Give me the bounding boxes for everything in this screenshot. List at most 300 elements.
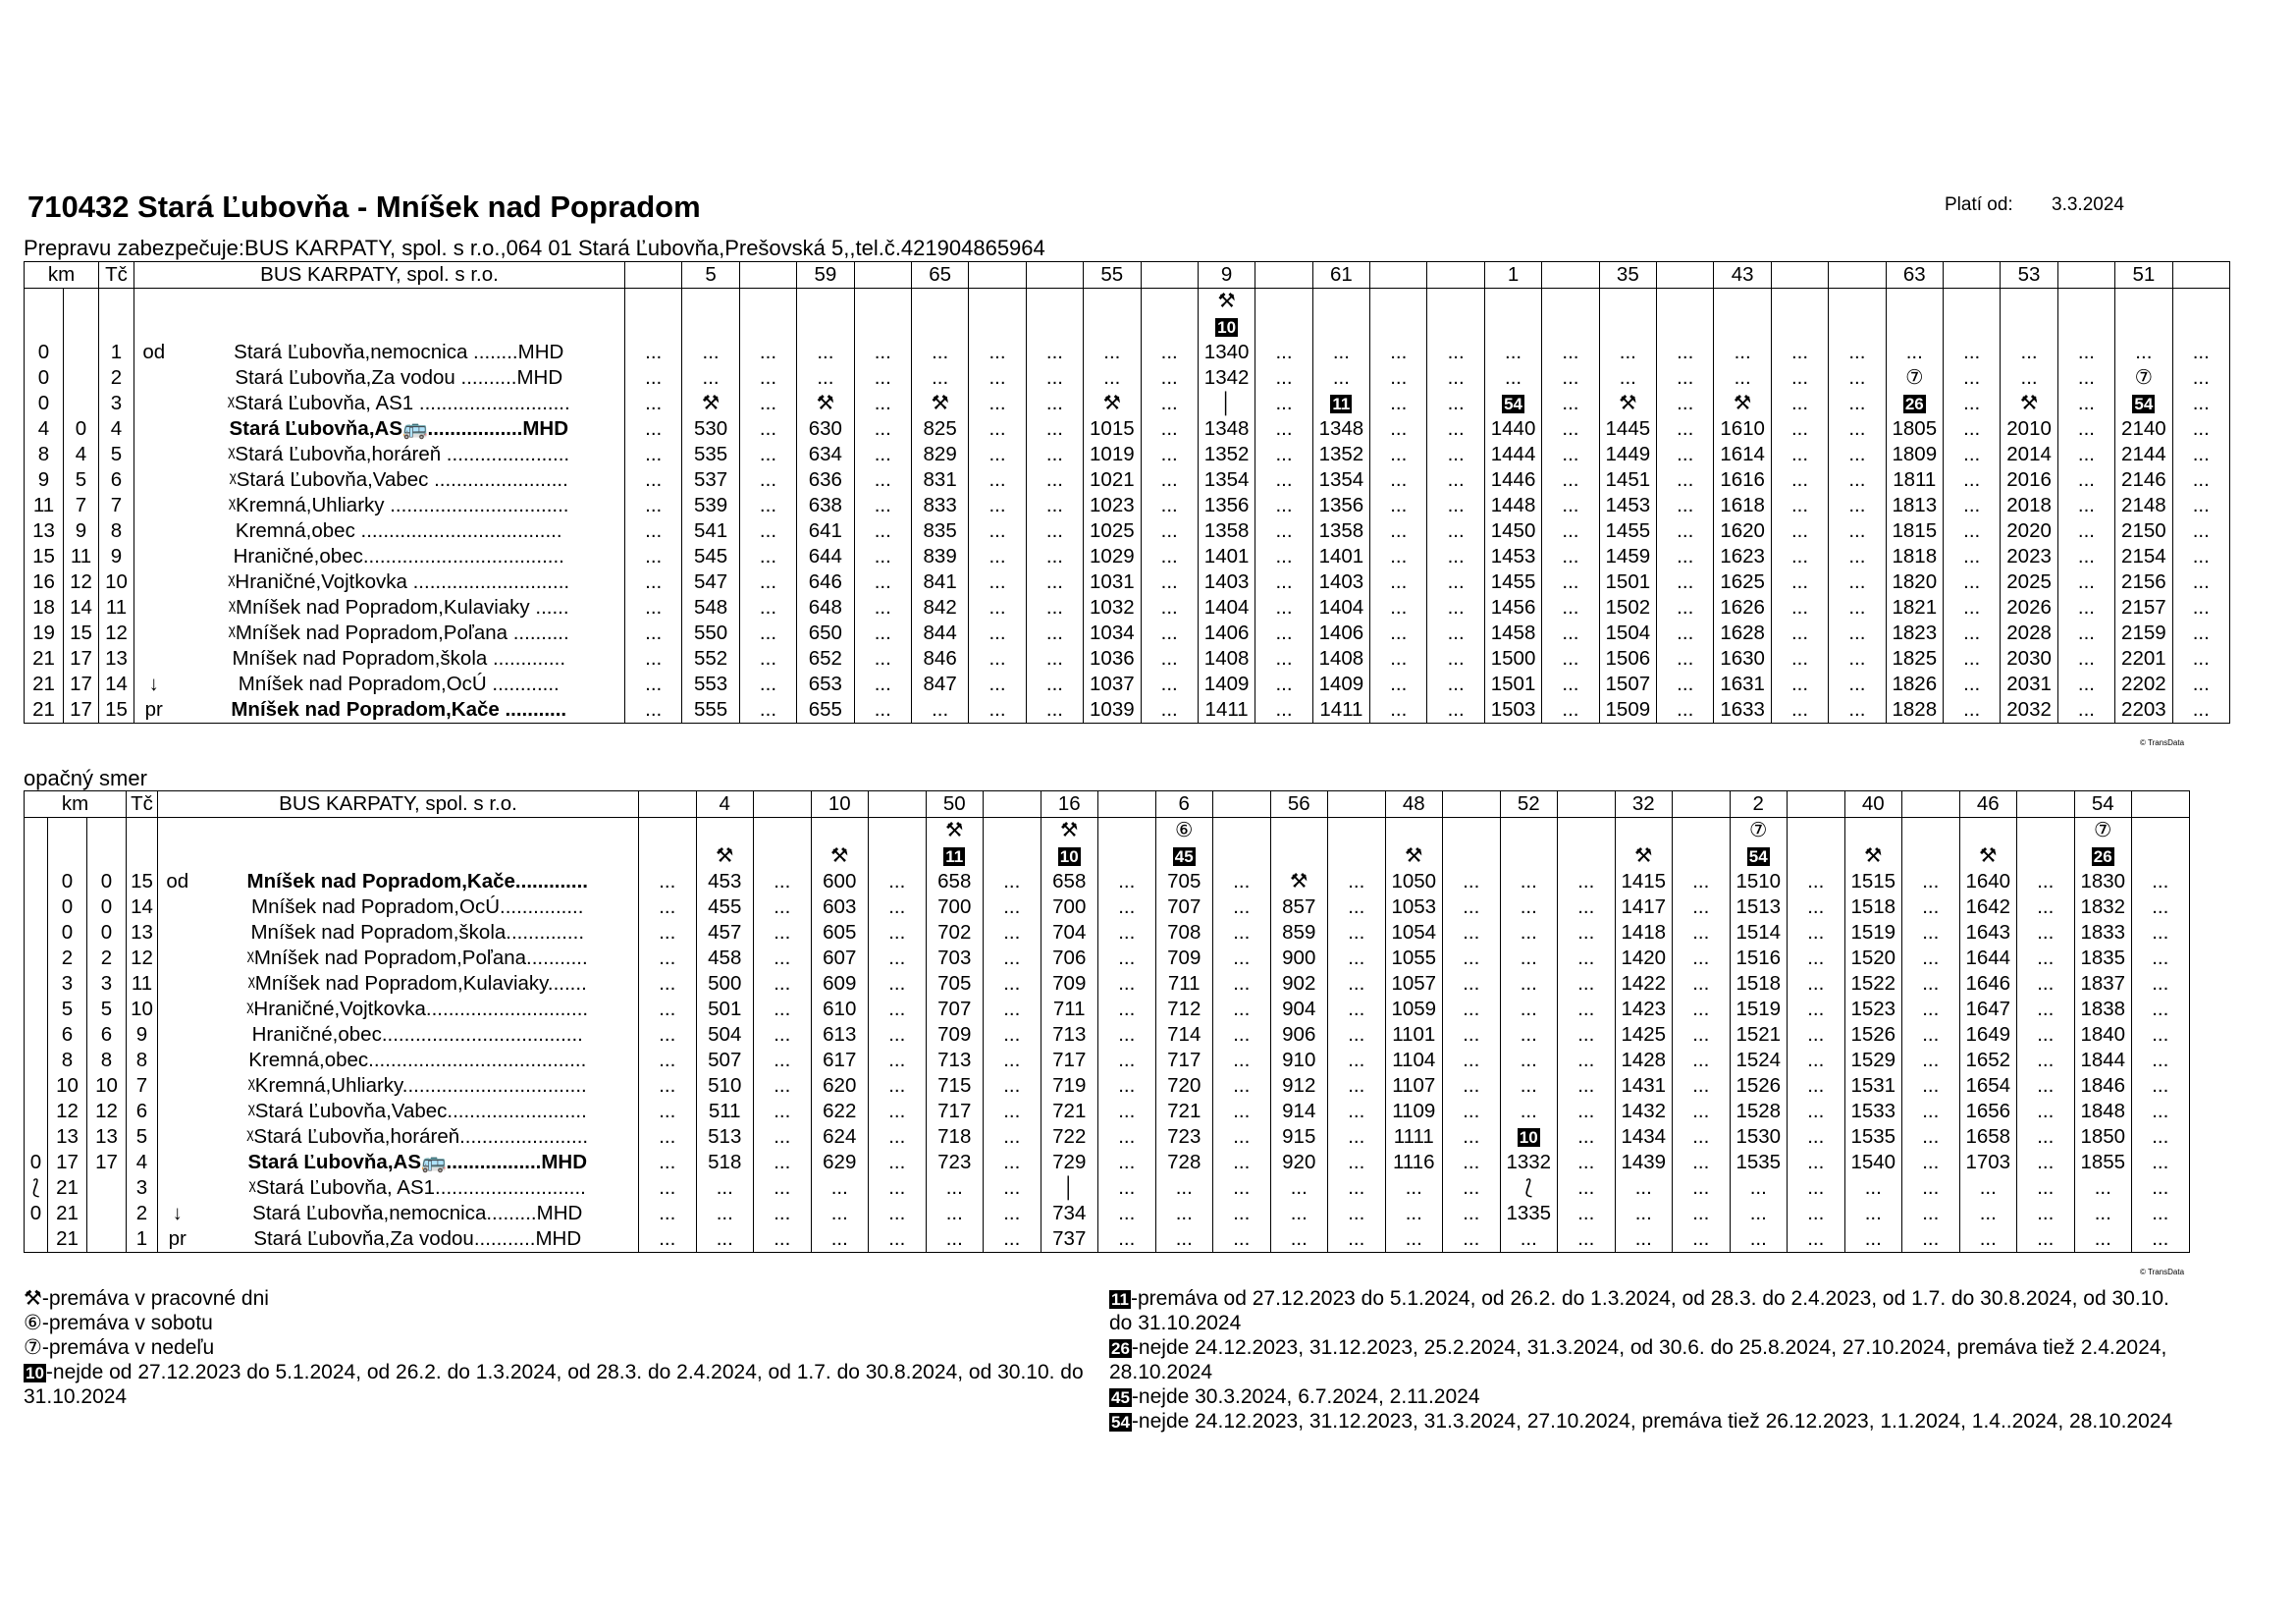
time-cell: 1420 — [1615, 946, 1673, 971]
time-cell: 1507 — [1599, 672, 1656, 697]
time-cell: 713 — [926, 1048, 984, 1073]
time-cell: ... — [639, 1175, 697, 1201]
trip-number — [869, 791, 927, 818]
time-cell: 1855 — [2074, 1150, 2132, 1175]
km-cell — [25, 1073, 48, 1099]
time-cell: ... — [1714, 340, 1771, 365]
time-cell: 720 — [1155, 1073, 1213, 1099]
time-cell: ... — [1673, 1048, 1731, 1073]
time-cell: 1654 — [1959, 1073, 2017, 1099]
time-cell: 1015 — [1084, 416, 1141, 442]
time-cell: ⚒ — [1714, 391, 1771, 416]
time-cell: ... — [2132, 1048, 2190, 1073]
time-cell: ... — [1255, 340, 1312, 365]
time-cell: ... — [1484, 340, 1541, 365]
time-cell: 1630 — [1714, 646, 1771, 672]
time-cell: ... — [1771, 544, 1828, 569]
time-cell: ... — [969, 595, 1026, 621]
time-cell: ... — [2172, 493, 2229, 518]
time-cell: ... — [1730, 1226, 1788, 1253]
time-cell: ... — [2132, 1073, 2190, 1099]
time-cell: 1335 — [1500, 1201, 1558, 1226]
trip-number — [854, 262, 911, 289]
time-cell: 2202 — [2115, 672, 2172, 697]
time-cell: 457 — [696, 920, 754, 946]
time-cell: ... — [1270, 1226, 1328, 1253]
trip-mark — [1714, 289, 1771, 315]
time-cell: ... — [625, 544, 682, 569]
trip-number: 2 — [1730, 791, 1788, 818]
time-cell: ... — [2132, 1150, 2190, 1175]
time-cell: ... — [625, 621, 682, 646]
time-cell: ... — [1141, 416, 1198, 442]
time-cell: ... — [1255, 697, 1312, 724]
time-cell: ... — [1673, 946, 1731, 971]
trip-mark — [1213, 843, 1271, 869]
trip-mark — [1500, 843, 1558, 869]
trip-mark — [1714, 314, 1771, 340]
km-cell: 6 — [48, 1022, 87, 1048]
time-cell: ... — [2017, 1226, 2075, 1253]
time-cell: 723 — [926, 1150, 984, 1175]
time-cell: ... — [969, 493, 1026, 518]
time-cell: 1610 — [1714, 416, 1771, 442]
trip-mark — [1198, 314, 1255, 340]
time-cell: ... — [625, 697, 682, 724]
footnote-code-badge: 45 — [1111, 1388, 1130, 1407]
time-cell: ... — [1542, 467, 1599, 493]
time-cell: ... — [1255, 442, 1312, 467]
stop-name: ᵡStará Ľubovňa,horáreň....................... — [246, 1125, 589, 1148]
km-cell: 17 — [64, 672, 99, 697]
time-cell: ... — [1370, 544, 1427, 569]
time-cell: ... — [2017, 869, 2075, 894]
time-cell: ... — [854, 697, 911, 724]
time-cell: 829 — [911, 442, 968, 467]
time-cell: ... — [1771, 442, 1828, 467]
trip-mark — [1098, 818, 1156, 844]
tc-cell: 7 — [127, 1073, 158, 1099]
time-cell: ... — [869, 997, 927, 1022]
time-cell: 610 — [811, 997, 869, 1022]
km-cell: 2 — [48, 946, 87, 971]
stop-name: Stará Ľubovňa,nemocnica ........MHD — [234, 341, 564, 363]
stop-name: Mníšek nad Popradom,Kače ........... — [174, 697, 625, 724]
time-cell: ... — [1558, 1022, 1616, 1048]
trip-mark: ⚒ — [1385, 843, 1443, 869]
time-cell: ... — [1328, 1175, 1386, 1201]
time-cell: ... — [2057, 416, 2114, 442]
trip-mark — [1829, 289, 1886, 315]
spacer-cell — [197, 843, 639, 869]
time-cell: ... — [854, 569, 911, 595]
time-cell: ... — [2172, 569, 2229, 595]
time-cell: ... — [625, 595, 682, 621]
km-cell: 15 — [64, 621, 99, 646]
time-cell: ... — [1026, 621, 1083, 646]
km-cell: 21 — [25, 646, 64, 672]
time-cell: 1415 — [1615, 869, 1673, 894]
time-cell: ... — [1427, 595, 1484, 621]
time-cell: ... — [754, 1201, 812, 1226]
trip-mark — [1788, 818, 1845, 844]
time-cell: 703 — [926, 946, 984, 971]
trip-mark — [1771, 314, 1828, 340]
stop-name: Stará Ľubovňa,Za vodou ..........MHD — [235, 366, 563, 389]
time-cell: 518 — [696, 1150, 754, 1175]
time-cell: ... — [1657, 518, 1714, 544]
time-cell: ... — [1328, 971, 1386, 997]
time-cell: 1354 — [1312, 467, 1369, 493]
tc-cell: 4 — [127, 1150, 158, 1175]
time-cell: ... — [1312, 340, 1369, 365]
footnote — [1109, 1335, 2189, 1384]
time-cell: ... — [1098, 1175, 1156, 1201]
stop-row — [25, 946, 2190, 971]
time-cell: ... — [1844, 1226, 1902, 1253]
time-cell: ... — [2132, 1022, 2190, 1048]
restriction-code-badge: 10 — [1059, 847, 1079, 866]
time-cell: ... — [1141, 569, 1198, 595]
time-cell: ... — [1558, 1073, 1616, 1099]
km-cell: 0 — [48, 920, 87, 946]
time-cell: ... — [639, 1150, 697, 1175]
trip-mark — [682, 314, 739, 340]
stop-row — [25, 467, 2230, 493]
time-cell: ... — [1771, 467, 1828, 493]
time-cell: ... — [754, 869, 812, 894]
stop-name: ᵡStará Ľubovňa, AS1 ........................... — [227, 392, 570, 414]
km-cell — [87, 1175, 127, 1201]
notes-left — [24, 1286, 1084, 1409]
trip-mark — [1312, 289, 1369, 315]
time-cell: ... — [1328, 1022, 1386, 1048]
time-cell: 859 — [1270, 920, 1328, 946]
time-cell: ... — [854, 672, 911, 697]
time-cell: 1053 — [1385, 894, 1443, 920]
time-cell: ... — [1673, 1124, 1731, 1150]
time-cell: 1825 — [1886, 646, 1943, 672]
time-cell: 1039 — [1084, 697, 1141, 724]
time-cell: ... — [854, 544, 911, 569]
km-cell — [25, 1022, 48, 1048]
time-cell: ... — [639, 1099, 697, 1124]
trip-mark — [1155, 843, 1213, 869]
time-cell: 1449 — [1599, 442, 1656, 467]
time-cell: ... — [1427, 340, 1484, 365]
footnote-text: -nejde 24.12.2023, 31.12.2023, 25.2.2024, 31.3.2024, od 30.6. do 25.8.2024, 27.10.2024, premáva tiež 2.4.2024, 28.10.2024 — [1109, 1336, 2167, 1383]
time-cell: ... — [1213, 946, 1271, 971]
time-cell: 844 — [911, 621, 968, 646]
time-cell: ... — [1788, 997, 1845, 1022]
time-cell: 658 — [926, 869, 984, 894]
time-cell: ... — [2057, 646, 2114, 672]
time-cell: ... — [1026, 442, 1083, 467]
time-cell: ... — [1427, 467, 1484, 493]
time-cell: 2010 — [2001, 416, 2057, 442]
time-cell: 1815 — [1886, 518, 1943, 544]
time-cell: ... — [1443, 1124, 1501, 1150]
time-cell: 1614 — [1714, 442, 1771, 467]
time-cell: ... — [625, 442, 682, 467]
time-cell: ... — [1943, 672, 2000, 697]
spacer-cell — [25, 818, 48, 844]
time-cell: ... — [854, 621, 911, 646]
time-cell: ... — [739, 391, 796, 416]
time-cell: ... — [1213, 1022, 1271, 1048]
time-cell: ... — [1902, 1201, 1960, 1226]
time-cell: ... — [1542, 569, 1599, 595]
spacer-cell — [99, 314, 134, 340]
tc-cell: 15 — [99, 697, 134, 724]
time-cell: ... — [1771, 518, 1828, 544]
time-cell: ... — [1943, 595, 2000, 621]
trip-number: 35 — [1599, 262, 1656, 289]
time-cell: 650 — [797, 621, 854, 646]
time-cell: ... — [2132, 997, 2190, 1022]
time-cell: 1034 — [1084, 621, 1141, 646]
time-cell: 1037 — [1084, 672, 1141, 697]
time-cell: ... — [1026, 672, 1083, 697]
departure-flag — [158, 1124, 197, 1150]
time-cell: ... — [1500, 946, 1558, 971]
time-cell: 1818 — [1886, 544, 1943, 569]
tc-cell: 14 — [99, 672, 134, 697]
time-cell: ... — [1657, 442, 1714, 467]
time-cell: ... — [1084, 365, 1141, 391]
stop-row — [25, 1201, 2190, 1226]
tc-cell: 9 — [127, 1022, 158, 1048]
time-cell: 1844 — [2074, 1048, 2132, 1073]
time-cell: ... — [639, 1073, 697, 1099]
trip-number — [984, 791, 1041, 818]
time-cell: ... — [2132, 946, 2190, 971]
header-km: km — [25, 791, 127, 818]
time-cell: ... — [2172, 672, 2229, 697]
stop-name: Stará Ľubovňa,nemocnica.........MHD — [252, 1202, 583, 1224]
time-cell: ... — [1500, 1048, 1558, 1073]
stop-name: ᵡHraničné,Vojtkovka ............................ — [228, 570, 570, 593]
tc-cell: 2 — [99, 365, 134, 391]
trip-mark — [969, 314, 1026, 340]
time-cell: ... — [1098, 1201, 1156, 1226]
time-cell: ... — [1098, 869, 1156, 894]
header-carrier: BUS KARPATY, spol. s r.o. — [134, 262, 625, 289]
time-cell: 552 — [682, 646, 739, 672]
km-cell: 13 — [48, 1124, 87, 1150]
time-cell: 1404 — [1198, 595, 1255, 621]
time-cell: 705 — [1155, 869, 1213, 894]
time-cell: 504 — [696, 1022, 754, 1048]
time-cell: 906 — [1270, 1022, 1328, 1048]
time-cell: ... — [2132, 1201, 2190, 1226]
time-cell: ... — [1558, 1226, 1616, 1253]
time-cell: ... — [1312, 365, 1369, 391]
trip-number: 48 — [1385, 791, 1443, 818]
time-cell: ... — [1673, 1175, 1731, 1201]
km-cell: 2 — [87, 946, 127, 971]
time-cell: 539 — [682, 493, 739, 518]
table-header-row — [25, 262, 2230, 289]
time-cell: 624 — [811, 1124, 869, 1150]
time-cell: ... — [1026, 697, 1083, 724]
time-cell: ... — [869, 894, 927, 920]
time-cell: 1501 — [1484, 672, 1541, 697]
km-cell — [87, 1201, 127, 1226]
stop-name: Mníšek nad Popradom,škola ............. — [232, 647, 566, 670]
trip-mark — [1730, 843, 1788, 869]
km-cell: 10 — [48, 1073, 87, 1099]
time-cell: 1455 — [1599, 518, 1656, 544]
time-cell: ... — [1443, 894, 1501, 920]
footnote — [24, 1311, 1084, 1335]
time-cell: ... — [869, 920, 927, 946]
time-cell: 530 — [682, 416, 739, 442]
time-cell: 1503 — [1484, 697, 1541, 724]
time-cell: ... — [2017, 1048, 2075, 1073]
time-cell: ... — [984, 997, 1041, 1022]
time-cell: ... — [625, 467, 682, 493]
spacer-cell — [174, 314, 625, 340]
km-cell — [25, 1099, 48, 1124]
time-cell: ... — [1673, 1226, 1731, 1253]
time-cell: 902 — [1270, 971, 1328, 997]
time-cell: ... — [1829, 697, 1886, 724]
time-cell: ... — [1673, 920, 1731, 946]
time-cell: ... — [682, 340, 739, 365]
time-cell: ... — [1829, 416, 1886, 442]
time-cell: ... — [1657, 544, 1714, 569]
restriction-code-badge: 54 — [1748, 847, 1768, 866]
time-cell: ... — [1443, 869, 1501, 894]
time-cell: 1514 — [1730, 920, 1788, 946]
time-cell: ... — [984, 1226, 1041, 1253]
footnote — [24, 1286, 1084, 1311]
time-cell: ... — [2017, 1175, 2075, 1201]
time-cell: 1516 — [1730, 946, 1788, 971]
time-cell: ... — [1943, 569, 2000, 595]
time-cell: 550 — [682, 621, 739, 646]
time-cell: 709 — [1041, 971, 1098, 997]
restriction-code-badge: 10 — [1217, 318, 1237, 337]
time-cell: ... — [639, 869, 697, 894]
time-cell: 1809 — [1886, 442, 1943, 467]
time-cell: ... — [2057, 621, 2114, 646]
time-cell: ... — [1443, 1150, 1501, 1175]
time-cell: 715 — [926, 1073, 984, 1099]
time-cell: ... — [1098, 1099, 1156, 1124]
time-cell: ... — [984, 869, 1041, 894]
time-cell: 915 — [1270, 1124, 1328, 1150]
time-cell: ... — [969, 365, 1026, 391]
time-cell: ... — [1542, 544, 1599, 569]
time-cell: ... — [1500, 1099, 1558, 1124]
km-cell: 5 — [87, 997, 127, 1022]
time-cell: 847 — [911, 672, 968, 697]
time-cell: ... — [739, 442, 796, 467]
trip-number — [1657, 262, 1714, 289]
time-cell: 1837 — [2074, 971, 2132, 997]
time-cell: ... — [2132, 869, 2190, 894]
trip-mark — [1255, 289, 1312, 315]
stop-name: Mníšek nad Popradom,OcÚ............... — [251, 895, 584, 918]
time-cell: ... — [1844, 1175, 1902, 1201]
time-cell: 1352 — [1312, 442, 1369, 467]
time-cell: 658 — [1041, 869, 1098, 894]
header-tc: Tč — [127, 791, 158, 818]
spacer-cell — [134, 289, 174, 315]
departure-flag — [134, 544, 174, 569]
trip-number — [1558, 791, 1616, 818]
tc-cell: 1 — [127, 1226, 158, 1253]
time-cell: ... — [1328, 894, 1386, 920]
time-cell: ... — [625, 646, 682, 672]
time-cell: 1510 — [1730, 869, 1788, 894]
time-cell: ... — [1255, 595, 1312, 621]
trip-number — [2172, 262, 2229, 289]
time-cell: ... — [1155, 1226, 1213, 1253]
time-cell: ... — [1370, 442, 1427, 467]
time-cell: 1340 — [1198, 340, 1255, 365]
time-cell: ... — [625, 391, 682, 416]
trip-number — [639, 791, 697, 818]
trip-number — [2132, 791, 2190, 818]
time-cell: ... — [1328, 1099, 1386, 1124]
time-cell: ... — [1943, 697, 2000, 724]
stop-row — [25, 1073, 2190, 1099]
time-cell: ... — [1657, 416, 1714, 442]
stop-name: Stará Ľubovňa,AS🚌.................MHD — [247, 1151, 588, 1173]
km-cell: 21 — [25, 697, 64, 724]
time-cell: 545 — [682, 544, 739, 569]
time-cell: ... — [1673, 997, 1731, 1022]
time-cell: 709 — [1155, 946, 1213, 971]
time-cell: ... — [1500, 971, 1558, 997]
time-cell: ... — [1255, 365, 1312, 391]
time-cell: ... — [984, 920, 1041, 946]
time-cell: ... — [1328, 1048, 1386, 1073]
time-cell: ... — [1943, 365, 2000, 391]
time-cell: ... — [854, 391, 911, 416]
time-cell: ... — [1370, 569, 1427, 595]
stop-row — [25, 595, 2230, 621]
km-cell — [64, 391, 99, 416]
trip-mark — [869, 818, 927, 844]
trip-number: 10 — [811, 791, 869, 818]
time-cell: ... — [1829, 340, 1886, 365]
notes-right — [1109, 1286, 2189, 1434]
footnote-code-badge: 26 — [1111, 1339, 1130, 1358]
time-cell: ... — [2172, 391, 2229, 416]
time-cell: 1846 — [2074, 1073, 2132, 1099]
tc-cell: 2 — [127, 1201, 158, 1226]
time-cell: 507 — [696, 1048, 754, 1073]
time-cell: ... — [639, 920, 697, 946]
time-cell: ... — [1141, 442, 1198, 467]
trip-number — [1788, 791, 1845, 818]
trip-mark: ⚒ — [811, 843, 869, 869]
time-cell: ... — [1788, 971, 1845, 997]
time-cell: ... — [2132, 1124, 2190, 1150]
trip-mark — [984, 818, 1041, 844]
time-cell: 914 — [1270, 1099, 1328, 1124]
footnote-text: -nejde 24.12.2023, 31.12.2023, 31.3.2024, 27.10.2024, premáva tiež 26.12.2023, 1.1.2024, 1.4..2024, 28.10.2024 — [1131, 1410, 2173, 1433]
time-cell: ... — [1829, 365, 1886, 391]
time-cell: 1352 — [1198, 442, 1255, 467]
time-cell: ... — [1255, 467, 1312, 493]
footnote — [1109, 1286, 2189, 1335]
time-cell: ... — [1902, 1022, 1960, 1048]
